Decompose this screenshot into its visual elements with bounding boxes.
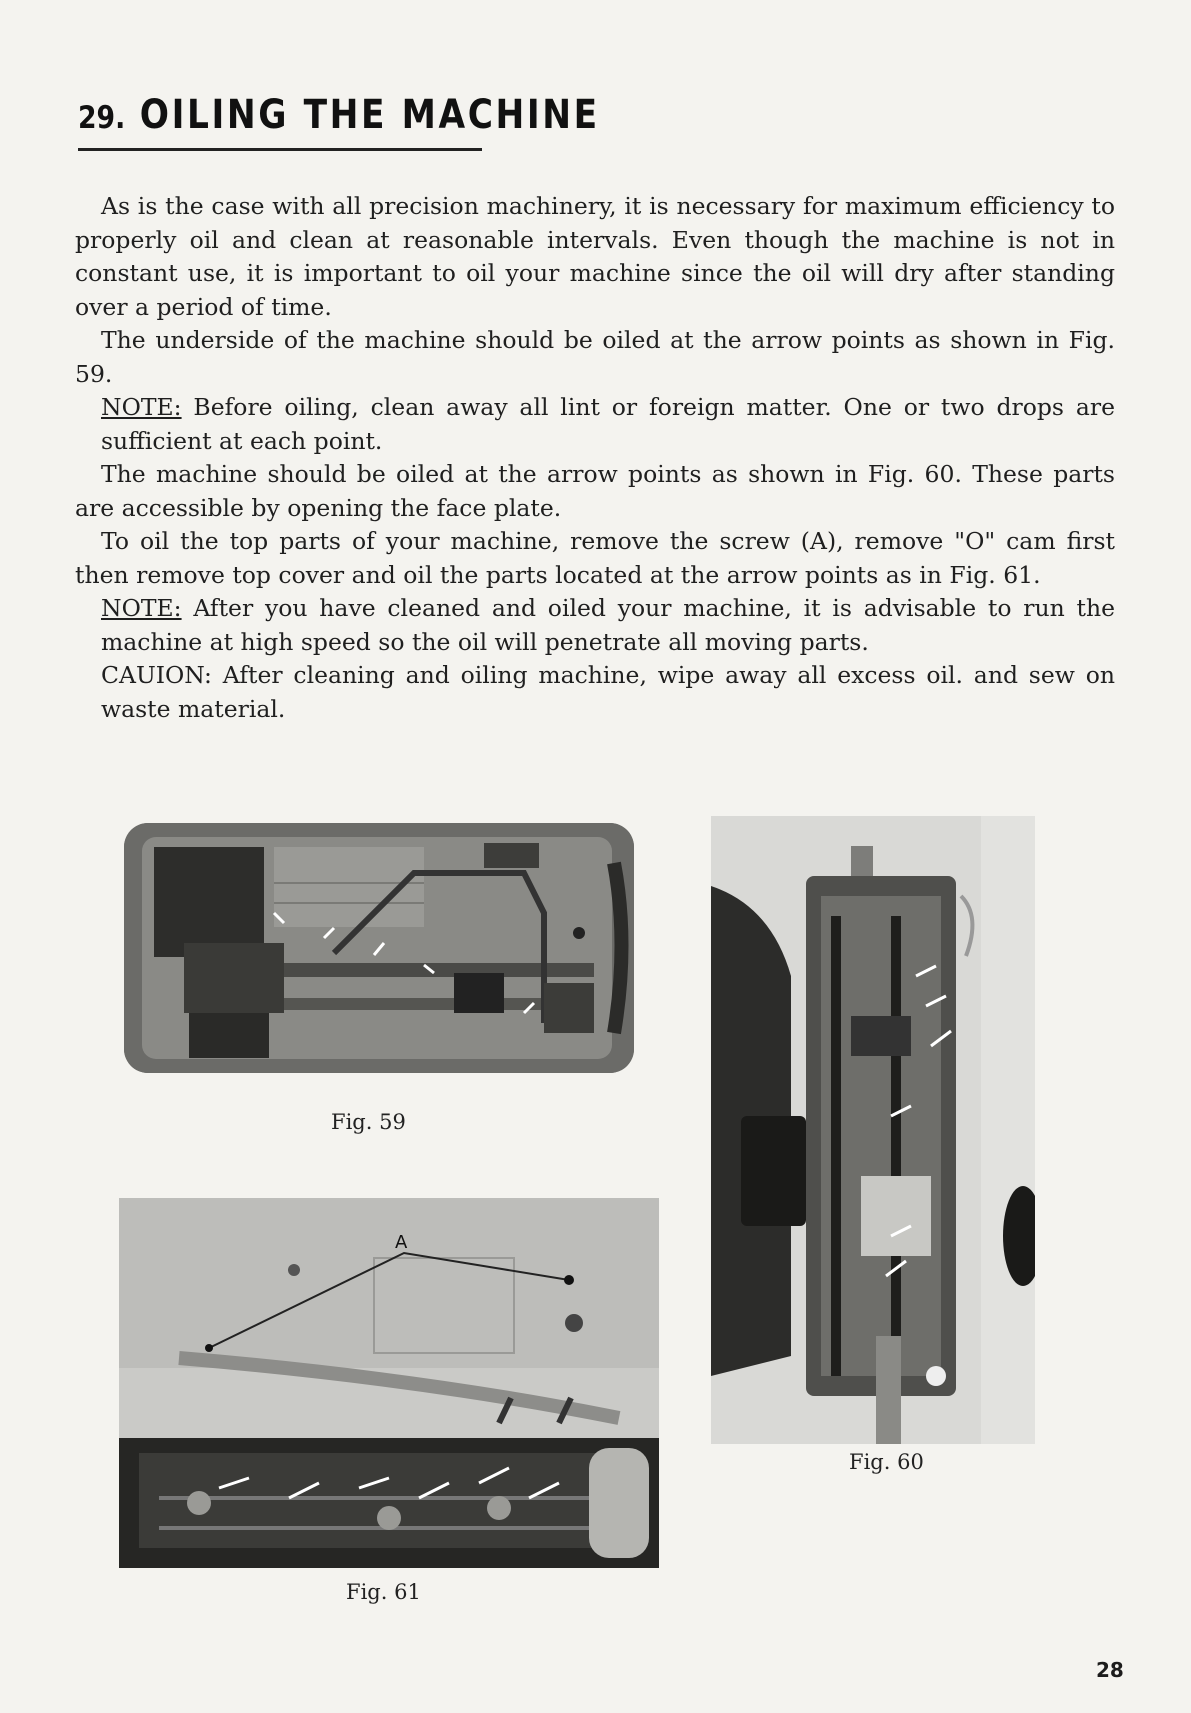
caution-note <box>75 659 1115 726</box>
paragraph-top-parts: To oil the top parts of your machine, remove the screw (A), remove "O" cam first then remove top cover and oil the parts located at the arrow points as in Fig. 61. <box>75 527 1115 589</box>
note-text: After you have cleaned and oiled your machine, it is advisable to run the machine at high speed so the oil will penetrate all moving parts. <box>101 594 1115 656</box>
figure-60-caption: Fig. 60 <box>849 1450 924 1474</box>
machine-underside-image <box>124 823 634 1073</box>
label-a: A <box>395 1232 408 1253</box>
caution-label: CAUION: <box>101 661 212 689</box>
note-before-oiling <box>75 391 1115 458</box>
note-after-oiling <box>75 592 1115 659</box>
body-text <box>75 190 1115 726</box>
figure-60-photo <box>711 816 1035 1444</box>
heading-underline <box>78 148 482 151</box>
section-heading <box>78 92 600 138</box>
figure-59-photo <box>124 823 634 1073</box>
section-title: OILING THE MACHINE <box>139 92 600 138</box>
face-plate-image <box>711 816 1035 1444</box>
paragraph-intro: As is the case with all precision machinery, it is necessary for maximum efficiency to properly oil and clean at reasonable intervals. Even though the machine is not in constant use, it is important to oil your machine since the oil will dry after standing over a period of time. <box>75 192 1115 321</box>
figure-61-photo <box>119 1198 659 1568</box>
note-label: NOTE: <box>101 594 182 622</box>
section-number: 29. <box>78 100 126 136</box>
top-parts-image <box>119 1198 659 1568</box>
figure-59-caption: Fig. 59 <box>331 1110 406 1134</box>
paragraph-underside: The underside of the machine should be oiled at the arrow points as shown in Fig. 59. <box>75 326 1115 388</box>
note-text: Before oiling, clean away all lint or foreign matter. One or two drops are sufficient at each point. <box>101 393 1115 455</box>
note-label: NOTE: <box>101 393 182 421</box>
page-number: 28 <box>1096 1658 1124 1682</box>
figure-61-caption: Fig. 61 <box>346 1580 421 1604</box>
caution-text: After cleaning and oiling machine, wipe away all excess oil. and sew on waste material. <box>101 661 1115 723</box>
paragraph-face-plate: The machine should be oiled at the arrow points as shown in Fig. 60. These parts are accessible by opening the face plate. <box>75 460 1115 522</box>
